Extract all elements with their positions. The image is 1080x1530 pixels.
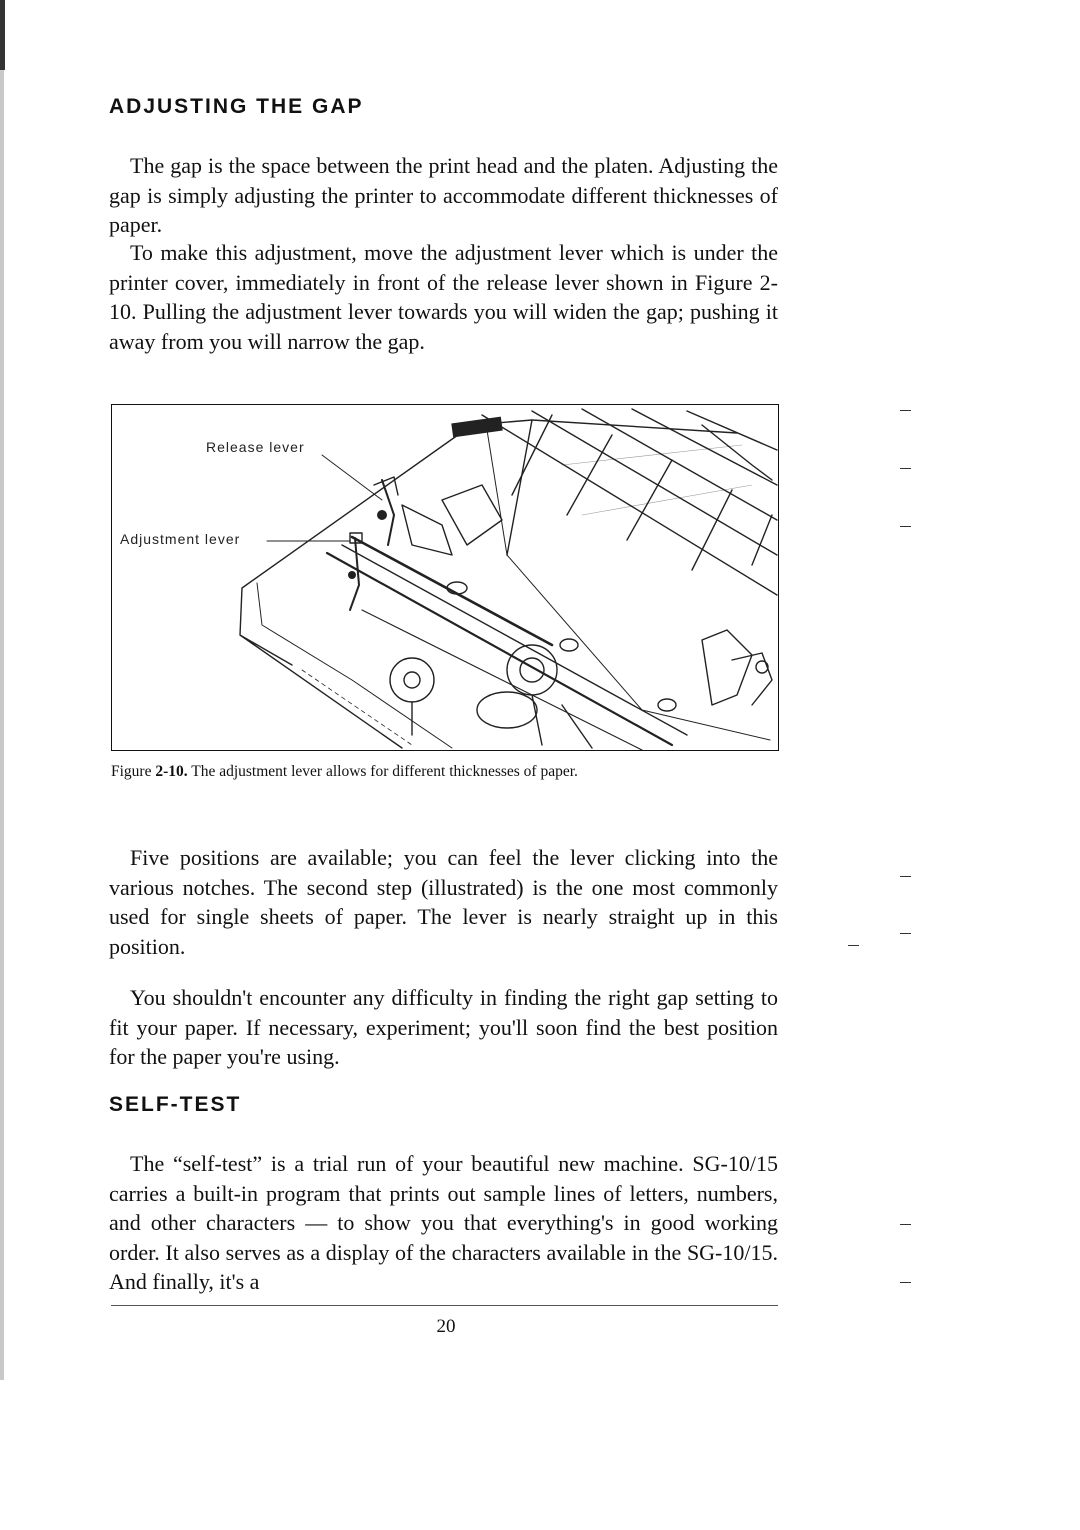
- margin-mark: [900, 1282, 911, 1283]
- figure-caption: [111, 763, 791, 781]
- margin-mark: [900, 876, 911, 877]
- page-binding-edge: [0, 0, 4, 1380]
- margin-mark: [900, 933, 911, 934]
- margin-mark: [900, 410, 911, 411]
- margin-mark: [900, 468, 911, 469]
- paragraph-gap-definition: The gap is the space between the print head and the platen. Adjusting the gap is simply adjusting the printer to accommodate different thicknesses of paper.: [109, 153, 778, 237]
- caption-text: The adjustment lever allows for different thicknesses of paper.: [187, 763, 578, 780]
- figure-printer-illustration: [111, 404, 779, 751]
- caption-figure-number: 2-10.: [155, 763, 188, 780]
- paragraph-five-positions: Five positions are available; you can feel the lever clicking into the various notches. The second step (illustrated) is the one most commonly used for single sheets of paper. The lever is nearly straight up in this position.: [109, 845, 778, 959]
- section-heading-self-test: SELF-TEST: [109, 1093, 242, 1116]
- paragraph-adjustment-instructions: To make this adjustment, move the adjustment lever which is under the printer cover, immediately in front of the release lever shown in Figure 2-10. Pulling the adjustment lever towards you will widen the gap; pushing it away from you will narrow the gap.: [109, 240, 778, 354]
- margin-mark: [848, 945, 859, 946]
- printer-mechanism-illustration: [112, 405, 779, 751]
- margin-mark: [900, 526, 911, 527]
- caption-label: Figure: [111, 763, 156, 780]
- callout-release-lever: Release lever: [206, 439, 305, 455]
- footer-rule: [111, 1305, 778, 1306]
- page-number: 20: [436, 1316, 456, 1337]
- margin-mark: [900, 1224, 911, 1225]
- page-binding-shadow: [0, 0, 5, 70]
- paragraph-finding-gap: You shouldn't encounter any difficulty in finding the right gap setting to fit your paper. If necessary, experiment; you'll soon find the best position for the paper you're using.: [109, 985, 778, 1069]
- paragraph-self-test: The “self-test” is a trial run of your beautiful new machine. SG-10/15 carries a built-in program that prints out sample lines of letters, numbers, and other characters — to show you that everything's in good working order. It also serves as a display of the characters available in the SG-10/15. And finally, it's a: [109, 1151, 778, 1294]
- callout-adjustment-lever: Adjustment lever: [120, 531, 241, 547]
- section-heading-adjusting-gap: ADJUSTING THE GAP: [109, 95, 364, 118]
